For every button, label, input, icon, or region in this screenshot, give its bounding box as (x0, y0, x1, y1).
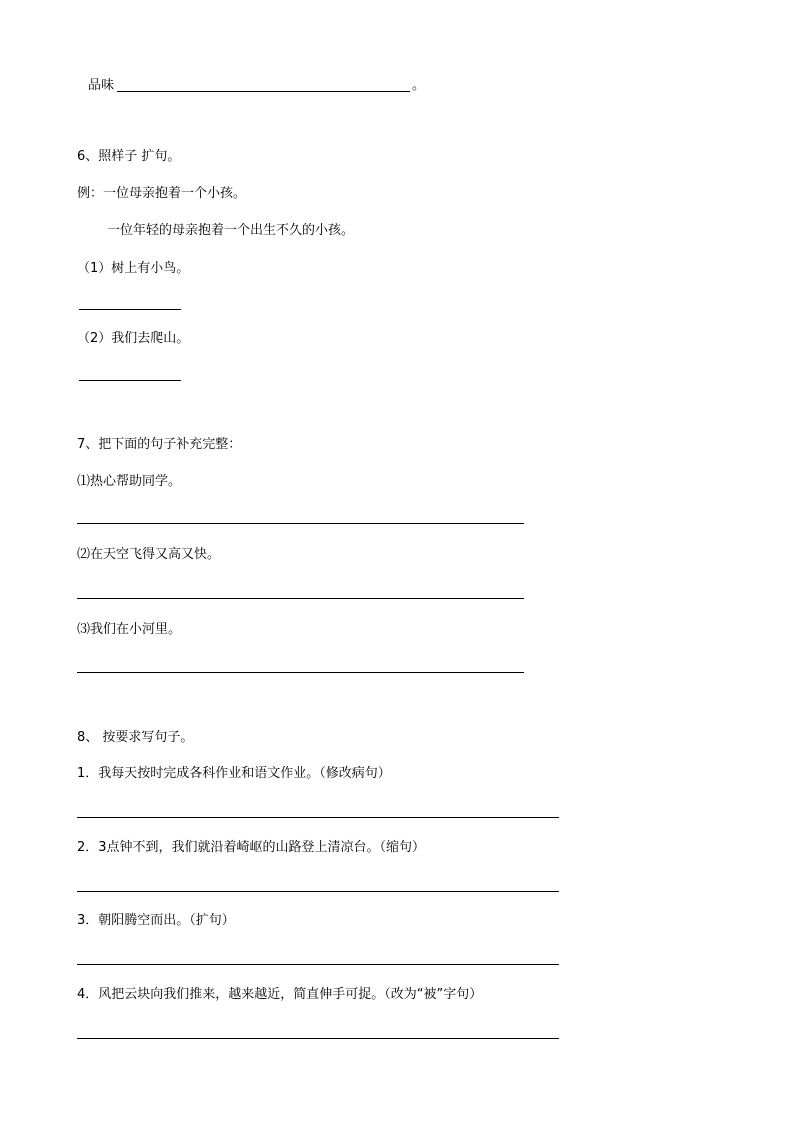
q8-item-3: 3．朝阳腾空而出。（扩句） (77, 913, 235, 928)
answer-line[interactable] (77, 598, 524, 599)
answer-line[interactable] (77, 891, 559, 892)
q6-item-1: （1）树上有小鸟。 (77, 261, 190, 276)
top-label: 品味 (88, 78, 115, 93)
answer-line[interactable] (77, 672, 524, 673)
q8-item-2: 2．3点钟不到，我们就沿着崎岖的山路登上清凉台。（缩句） (77, 840, 426, 855)
answer-line[interactable] (77, 523, 524, 524)
q6-example-answer: 一位年轻的母亲抱着一个出生不久的小孩。 (107, 223, 355, 238)
q8-heading: 8、 按要求写句子。 (77, 730, 194, 745)
answer-line[interactable] (77, 817, 559, 818)
answer-line[interactable] (79, 309, 181, 310)
q6-example-label: 例：一位母亲抱着一个小孩。 (77, 186, 247, 201)
q8-item-4: 4．风把云块向我们推来，越来越近，简直伸手可捉。（改为“被”字句） (77, 987, 483, 1002)
answer-line[interactable] (77, 1038, 559, 1039)
q6-item-2: （2）我们去爬山。 (77, 331, 190, 346)
q7-item-3: ⑶我们在小河里。 (77, 622, 182, 637)
answer-line[interactable] (79, 380, 181, 381)
top-end-mark: 。 (412, 78, 426, 93)
q8-item-1: 1．我每天按时完成各科作业和语文作业。（修改病句） (77, 766, 391, 781)
answer-line[interactable] (77, 964, 559, 965)
q7-item-1: ⑴热心帮助同学。 (77, 474, 182, 489)
q7-heading: 7、把下面的句子补充完整： (77, 437, 242, 452)
q6-heading: 6、照样子 扩句。 (77, 149, 181, 164)
answer-line[interactable] (117, 91, 410, 92)
q7-item-2: ⑵在天空飞得又高又快。 (77, 547, 221, 562)
